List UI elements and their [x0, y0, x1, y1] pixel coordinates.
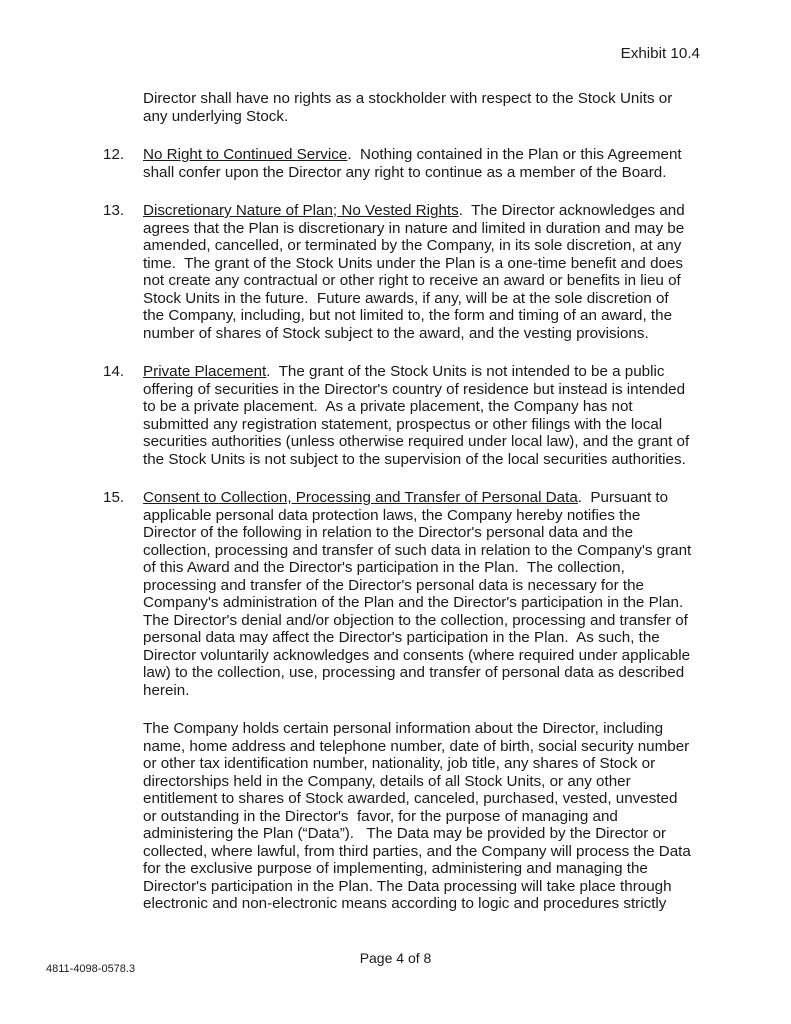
list-item-13 — [103, 202, 693, 342]
item-number: 13. — [103, 202, 125, 219]
document-body — [103, 90, 696, 934]
list-item-15 — [103, 489, 696, 699]
item-text — [143, 363, 693, 468]
item-heading: No Right to Continued Service — [143, 146, 348, 163]
item-text — [143, 146, 693, 181]
item-heading: Private Placement — [143, 363, 267, 380]
page-number-footer: Page 4 of 8 — [359, 950, 432, 966]
intro-paragraph: Director shall have no rights as a stockholder with respect to the Stock Units or any underlying Stock. — [143, 90, 677, 125]
item-number: 15. — [103, 489, 125, 506]
continuation-paragraph: The Company holds certain personal information about the Director, including name, home address and telephone number, date of birth, social security number or other tax identification number, nationality, job title, any shares of Stock or directorships held in the Company, details of all Stock Units, or any other entitlement to shares of Stock awarded, canceled, purchased, vested, unvested or outstanding in the Director's favor, for the purpose of managing and administering the Plan (“Data”). The Data may be provided by the Director or collected, where lawful, from third parties, and the Company will process the Data for the exclusive purpose of implementing, administering and managing the Director's participation in the Plan. The Data processing will take place through electronic and non-electronic means according to logic and procedures strictly — [143, 720, 696, 912]
item-body-text: . The Director acknowledges and agrees that the Plan is discretionary in nature and limited in duration and may be amended, cancelled, or terminated by the Company, in its sole discretion, at any time. The grant of the Stock Units under the Plan is a one-time benefit and does not create any contractual or other right to receive an award or benefits in lieu of Stock Units in the future. Future awards, if any, will be at the sole discretion of the Company, including, but not limited to, the form and timing of an award, the number of shares of Stock subject to the award, and the vesting provisions. — [143, 202, 689, 342]
exhibit-label: Exhibit 10.4 — [620, 45, 700, 62]
item-number: 14. — [103, 363, 125, 380]
list-item-14 — [103, 363, 694, 468]
list-item-12 — [103, 146, 693, 181]
item-body-text: . The grant of the Stock Units is not intended to be a public offering of securities in the Director's country of residence but instead is intended to be a private placement. As a private placement, the Company has not submitted any registration statement, prospectus or other filings with the local securities authorities (unless otherwise required under local law), and the grant of the Stock Units is not subject to the supervision of the local securities authorities. — [143, 363, 694, 468]
item-number: 12. — [103, 146, 125, 163]
item-heading: Consent to Collection, Processing and Transfer of Personal Data — [143, 489, 578, 506]
item-heading: Discretionary Nature of Plan; No Vested Rights — [143, 202, 459, 219]
item-body-text: . Pursuant to applicable personal data protection laws, the Company hereby notifies the Director of the following in relation to the Director's personal data and the collection, processing and transfer of such data in relation to the Company's grant of this Award and the Director's participation in the Plan. The collection, processing and transfer of the Director's personal data is necessary for the Company's administration of the Plan and the Director's participation in the Plan. The Director's denial and/or objection to the collection, processing and transfer of personal data may affect the Director's participation in the Plan. As such, the Director voluntarily acknowledges and consents (where required under applicable law) to the collection, use, processing and transfer of personal data as described herein. — [143, 489, 696, 699]
document-id-footer: 4811-4098-0578.3 — [46, 963, 136, 975]
item-body-text: . Nothing contained in the Plan or this Agreement shall confer upon the Director any right to continue as a member of the Board. — [143, 146, 686, 181]
item-text — [143, 202, 693, 342]
item-text — [143, 489, 696, 699]
